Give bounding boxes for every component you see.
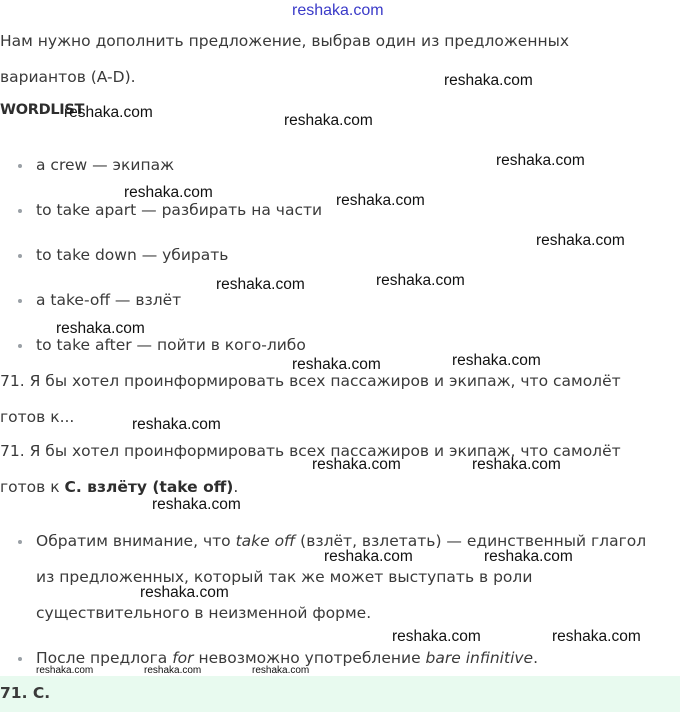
watermark: reshaka.com <box>312 456 401 473</box>
note-text: (взлёт, взлетать) — единственный глагол <box>295 532 647 550</box>
bullet-icon <box>18 657 22 661</box>
solution-suffix: . <box>233 478 239 496</box>
bullet-icon <box>18 164 22 168</box>
note-1-line-2: из предложенных, который так же может выступать в роли <box>36 568 533 586</box>
watermark: reshaka.com <box>472 456 561 473</box>
question-line-2: готов к... <box>0 408 75 426</box>
answer-text: 71. C. <box>0 684 51 702</box>
watermark-small: reshaka.com <box>252 665 310 676</box>
note-italic: take off <box>235 532 296 550</box>
note-1-line-3: существительного в неизменной форме. <box>36 604 372 622</box>
wordlist-item-text: to take apart — разбирать на части <box>36 201 323 219</box>
bullet-icon <box>18 344 22 348</box>
watermark: reshaka.com <box>336 192 425 209</box>
solution-line-2 <box>0 477 238 497</box>
bullet-icon <box>18 254 22 258</box>
watermark: reshaka.com <box>392 628 481 645</box>
watermark-top: reshaka.com <box>292 2 384 19</box>
watermark: reshaka.com <box>152 496 241 513</box>
watermark: reshaka.com <box>132 416 221 433</box>
watermark-small: reshaka.com <box>144 665 202 676</box>
note-text: Обратим внимание, что <box>36 532 236 550</box>
intro-line-2: вариантов (A-D). <box>0 68 136 86</box>
bullet-icon <box>18 540 22 544</box>
wordlist-item-text: to take down — убирать <box>36 246 229 264</box>
watermark: reshaka.com <box>376 272 465 289</box>
wordlist-heading: WORDLIST <box>0 102 85 118</box>
note-text: . <box>533 649 539 667</box>
watermark: reshaka.com <box>452 352 541 369</box>
watermark: reshaka.com <box>64 104 153 121</box>
bullet-icon <box>18 299 22 303</box>
watermark: reshaka.com <box>484 548 573 565</box>
bullet-icon <box>18 209 22 213</box>
watermark: reshaka.com <box>292 356 381 373</box>
watermark: reshaka.com <box>324 548 413 565</box>
watermark: reshaka.com <box>536 232 625 249</box>
watermark: reshaka.com <box>552 628 641 645</box>
wordlist-item-text: to take after — пойти в кого-либо <box>36 336 306 354</box>
watermark: reshaka.com <box>284 112 373 129</box>
note-text: невозможно употребление <box>193 649 426 667</box>
watermark: reshaka.com <box>496 152 585 169</box>
solution-prefix: готов к <box>0 478 65 496</box>
question-line-1: 71. Я бы хотел проинформировать всех пассажиров и экипаж, что самолёт <box>0 372 621 390</box>
watermark: reshaka.com <box>56 320 145 337</box>
watermark: reshaka.com <box>216 276 305 293</box>
wordlist-item-text: a crew — экипаж <box>36 156 175 174</box>
intro-line-1: Нам нужно дополнить предложение, выбрав один из предложенных <box>0 32 570 50</box>
note-italic: for <box>172 649 194 667</box>
note-italic: bare infinitive <box>425 649 534 667</box>
answer-bar <box>0 676 680 712</box>
watermark: reshaka.com <box>140 584 229 601</box>
watermark: reshaka.com <box>444 72 533 89</box>
wordlist-item-text: a take-off — взлёт <box>36 291 182 309</box>
watermark: reshaka.com <box>124 184 213 201</box>
note-text: После предлога <box>36 649 173 667</box>
solution-line-1: 71. Я бы хотел проинформировать всех пассажиров и экипаж, что самолёт <box>0 442 621 460</box>
solution-answer-bold: C. взлёту (take off) <box>64 478 234 496</box>
watermark-small: reshaka.com <box>36 665 94 676</box>
